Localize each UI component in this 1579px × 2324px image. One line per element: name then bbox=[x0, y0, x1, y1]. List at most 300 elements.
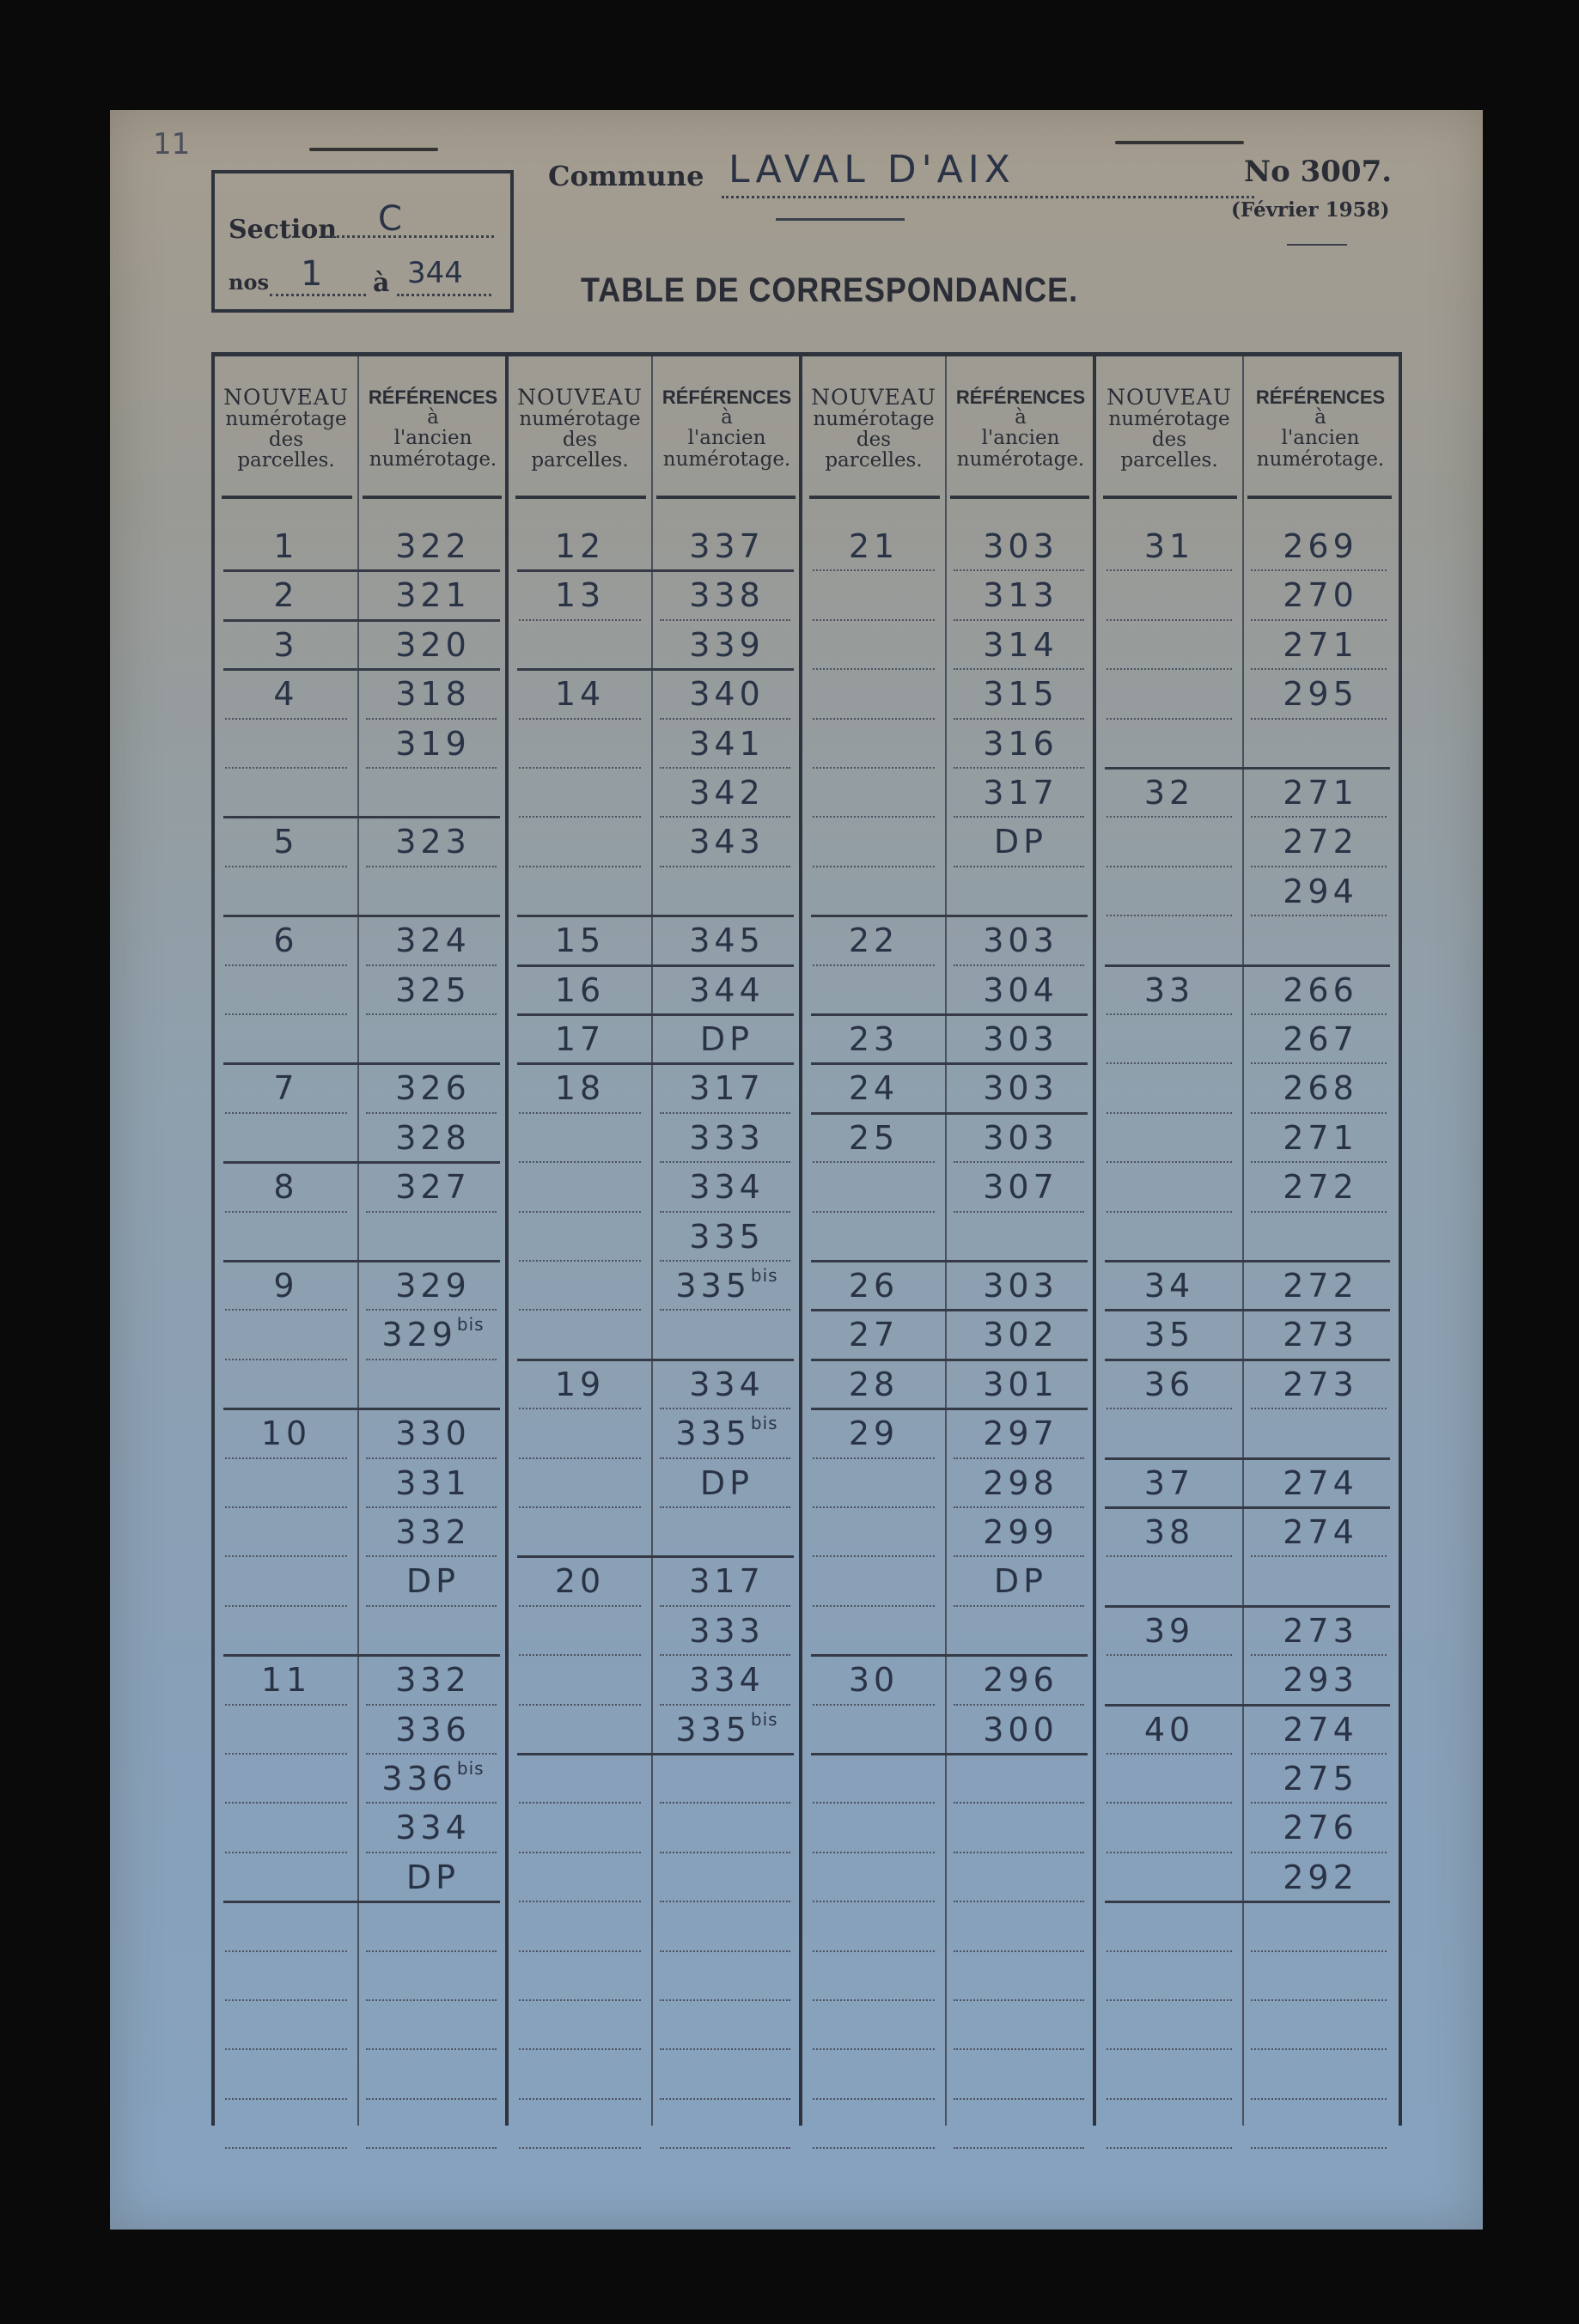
dotted-row-line bbox=[366, 1309, 497, 1311]
old-reference bbox=[1247, 1559, 1393, 1603]
old-reference: 320 bbox=[395, 625, 471, 664]
old-reference: 324 bbox=[395, 922, 471, 960]
dotted-row-line bbox=[519, 1457, 641, 1459]
old-reference: $329^{bis}$ bbox=[381, 1314, 485, 1354]
old-reference: 273 bbox=[1283, 1316, 1358, 1354]
dotted-row-line bbox=[954, 1704, 1084, 1706]
dotted-row-line bbox=[366, 2147, 497, 2149]
old-reference: 303 bbox=[983, 1020, 1058, 1058]
new-parcel-number: 5 bbox=[273, 823, 299, 861]
dotted-row-line bbox=[1107, 816, 1232, 818]
old-reference: 300 bbox=[983, 1710, 1058, 1749]
entry-separator bbox=[223, 816, 500, 818]
entry-separator bbox=[1105, 1605, 1390, 1608]
dotted-row-line bbox=[366, 1753, 497, 1755]
new-parcel-number: 34 bbox=[1143, 1267, 1195, 1305]
dotted-row-line bbox=[225, 1852, 347, 1853]
entry-separator bbox=[223, 1901, 500, 1903]
entry-separator bbox=[1105, 1359, 1390, 1361]
header-ref-title: RÉFÉRENCES bbox=[661, 386, 792, 409]
dotted-row-line bbox=[813, 2147, 935, 2149]
dotted-row-line bbox=[1251, 1112, 1387, 1114]
new-parcel-number: 40 bbox=[1143, 1710, 1195, 1749]
dotted-row-line bbox=[519, 1408, 641, 1409]
entry-separator bbox=[1105, 1704, 1390, 1706]
dotted-row-line bbox=[1107, 2098, 1232, 2100]
header-new-line: parcelles. bbox=[531, 449, 629, 472]
new-parcel-number: 36 bbox=[1143, 1365, 1195, 1403]
entry-separator bbox=[811, 1260, 1088, 1262]
dotted-row-line bbox=[519, 767, 641, 769]
old-reference: 298 bbox=[983, 1463, 1058, 1502]
nos-to: 344 bbox=[407, 256, 463, 290]
dotted-row-line bbox=[954, 767, 1084, 769]
entry-separator bbox=[811, 1753, 1088, 1755]
old-reference: 335 bbox=[689, 1217, 765, 1256]
dotted-row-line bbox=[954, 718, 1084, 720]
dotted-row-line bbox=[1251, 619, 1387, 621]
dotted-row-line bbox=[225, 1309, 347, 1311]
old-reference: 271 bbox=[1283, 1118, 1358, 1157]
new-parcel-number: 30 bbox=[848, 1661, 899, 1700]
dotted-row-line bbox=[519, 816, 641, 818]
section-box bbox=[211, 170, 514, 313]
dotted-row-line bbox=[954, 668, 1084, 670]
dotted-row-line bbox=[954, 1211, 1084, 1213]
dotted-row-line bbox=[366, 2098, 497, 2100]
header-ref-line: l'ancien bbox=[1281, 427, 1360, 450]
old-reference: 303 bbox=[983, 922, 1058, 960]
header-ref-title: RÉFÉRENCES bbox=[955, 386, 1086, 409]
old-reference: DP bbox=[405, 1562, 460, 1601]
dotted-row-line bbox=[225, 1605, 347, 1607]
entry-separator bbox=[811, 1654, 1088, 1657]
column-divider bbox=[1242, 356, 1244, 2126]
entry-separator bbox=[811, 1309, 1088, 1311]
entry-separator bbox=[811, 915, 1088, 917]
dotted-row-line bbox=[660, 1654, 790, 1656]
dotted-row-line bbox=[1107, 866, 1232, 867]
old-reference bbox=[363, 1609, 503, 1653]
header-new-numbering bbox=[1100, 365, 1239, 492]
dotted-row-line bbox=[225, 718, 347, 720]
dotted-row-line bbox=[813, 1704, 935, 1706]
column-divider bbox=[357, 356, 359, 2126]
old-reference bbox=[1247, 918, 1393, 963]
dotted-row-line bbox=[519, 1999, 641, 2001]
dotted-row-line bbox=[225, 1704, 347, 1706]
new-parcel-number: 10 bbox=[260, 1414, 312, 1453]
dotted-row-line bbox=[1251, 668, 1387, 670]
dotted-row-line bbox=[660, 1852, 790, 1853]
new-parcel-number: 31 bbox=[1143, 527, 1195, 565]
old-reference: 294 bbox=[1283, 872, 1358, 910]
dotted-row-line bbox=[1251, 1062, 1387, 1064]
old-reference: 271 bbox=[1283, 774, 1358, 812]
old-reference: 334 bbox=[689, 1365, 765, 1403]
dotted-row-line bbox=[813, 668, 935, 670]
new-parcel-number: 11 bbox=[260, 1661, 312, 1700]
old-reference: 325 bbox=[395, 970, 471, 1009]
old-reference: 274 bbox=[1283, 1710, 1358, 1749]
new-parcel-number: 18 bbox=[554, 1069, 606, 1108]
old-reference: 331 bbox=[395, 1463, 471, 1502]
old-reference bbox=[363, 770, 503, 815]
old-reference: 272 bbox=[1283, 1168, 1358, 1207]
new-parcel-number: 4 bbox=[273, 675, 299, 714]
dotted-row-line bbox=[954, 1901, 1084, 1902]
document-date: (Février 1958) bbox=[1231, 198, 1390, 222]
dotted-row-line bbox=[519, 2098, 641, 2100]
old-reference bbox=[1247, 1214, 1393, 1259]
old-reference bbox=[656, 1510, 797, 1554]
dotted-row-line bbox=[519, 866, 641, 867]
old-reference: 276 bbox=[1283, 1809, 1358, 1847]
nos-from: 1 bbox=[301, 254, 323, 294]
old-reference: 267 bbox=[1283, 1020, 1358, 1058]
dotted-row-line bbox=[954, 1457, 1084, 1459]
dotted-row-line bbox=[1107, 1013, 1232, 1015]
header-new-numbering bbox=[512, 365, 648, 492]
dotted-row-line bbox=[1251, 866, 1387, 867]
page-title: TABLE DE CORRESPONDANCE. bbox=[581, 271, 1078, 309]
header-ref-line: numérotage. bbox=[1256, 447, 1385, 471]
old-reference: 327 bbox=[395, 1168, 471, 1207]
column-group-1 bbox=[215, 356, 509, 2126]
header-new-line: numérotage bbox=[1108, 407, 1230, 430]
dotted-row-line bbox=[1107, 1062, 1232, 1064]
old-reference: 274 bbox=[1283, 1513, 1358, 1551]
entry-separator bbox=[517, 964, 794, 967]
header-ref-line: à bbox=[1015, 406, 1027, 429]
dotted-row-line bbox=[519, 619, 641, 621]
header-new-line: des bbox=[562, 429, 598, 452]
old-reference: 333 bbox=[689, 1611, 765, 1650]
header-ref-line: l'ancien bbox=[981, 427, 1060, 450]
old-reference: 323 bbox=[395, 823, 471, 861]
dotted-row-line bbox=[954, 2098, 1084, 2100]
entry-separator bbox=[223, 915, 500, 917]
old-reference bbox=[363, 1214, 503, 1259]
old-reference: 337 bbox=[689, 527, 765, 565]
column-group-4 bbox=[1096, 356, 1399, 2126]
old-reference: 326 bbox=[395, 1069, 471, 1108]
new-parcel-number: 39 bbox=[1143, 1611, 1195, 1650]
divider-dash bbox=[1287, 244, 1347, 246]
entry-separator bbox=[811, 1112, 1088, 1115]
old-reference: 272 bbox=[1283, 823, 1358, 861]
new-parcel-number: 17 bbox=[554, 1020, 606, 1058]
old-reference: 321 bbox=[395, 576, 471, 615]
dotted-row-line bbox=[1251, 569, 1387, 571]
dotted-row-line bbox=[954, 569, 1084, 571]
dotted-row-line bbox=[225, 1013, 347, 1015]
header-ref-title: RÉFÉRENCES bbox=[1255, 386, 1386, 409]
new-parcel-number: 26 bbox=[848, 1267, 899, 1305]
dotted-row-line bbox=[954, 964, 1084, 966]
entry-separator bbox=[1105, 1506, 1390, 1509]
dotted-row-line bbox=[519, 1802, 641, 1804]
dotted-row-line bbox=[813, 1950, 935, 1952]
header-ref-line: l'ancien bbox=[393, 427, 472, 450]
dotted-row-line bbox=[813, 1506, 935, 1508]
dotted-row-line bbox=[813, 1605, 935, 1607]
dotted-row-line bbox=[1107, 1950, 1232, 1952]
old-reference: 318 bbox=[395, 675, 471, 714]
column-group-3 bbox=[802, 356, 1096, 2126]
dotted-row-line bbox=[366, 1802, 497, 1804]
dotted-row-line bbox=[519, 1704, 641, 1706]
dotted-row-line bbox=[813, 1852, 935, 1853]
commune-value: LAVAL D'AIX bbox=[729, 148, 1015, 192]
old-reference bbox=[1247, 1411, 1393, 1456]
dotted-row-line bbox=[225, 1999, 347, 2001]
dotted-row-line bbox=[954, 619, 1084, 621]
dotted-row-line bbox=[366, 718, 497, 720]
old-reference: 315 bbox=[983, 675, 1058, 714]
header-new-title: NOUVEAU bbox=[517, 384, 643, 410]
header-new-line: parcelles. bbox=[1120, 449, 1218, 472]
entry-separator bbox=[223, 619, 500, 622]
entry-separator bbox=[517, 1013, 794, 1016]
dotted-row-line bbox=[660, 1457, 790, 1459]
old-reference: 317 bbox=[689, 1562, 765, 1601]
new-parcel-number: 20 bbox=[554, 1562, 606, 1601]
dotted-row-line bbox=[954, 816, 1084, 818]
dotted-row-line bbox=[225, 1506, 347, 1508]
header-new-title: NOUVEAU bbox=[811, 384, 936, 410]
dotted-row-line bbox=[225, 1555, 347, 1557]
dotted-row-line bbox=[813, 1999, 935, 2001]
dotted-row-line bbox=[1251, 1753, 1387, 1755]
header-old-references bbox=[361, 365, 505, 492]
header-new-title: NOUVEAU bbox=[223, 384, 349, 410]
header-rule bbox=[363, 496, 502, 499]
new-parcel-number: 27 bbox=[848, 1316, 899, 1354]
old-reference: 334 bbox=[689, 1661, 765, 1700]
header-new-numbering bbox=[806, 365, 942, 492]
old-reference bbox=[656, 869, 797, 914]
dotted-row-line bbox=[519, 1161, 641, 1163]
old-reference bbox=[656, 1312, 797, 1357]
dotted-row-line bbox=[1107, 1802, 1232, 1804]
dotted-row-line bbox=[660, 1260, 790, 1262]
old-reference: 304 bbox=[983, 970, 1058, 1009]
dotted-row-line bbox=[519, 1309, 641, 1311]
old-reference bbox=[363, 869, 503, 914]
header-old-references bbox=[948, 365, 1093, 492]
new-parcel-number: 9 bbox=[273, 1267, 299, 1305]
old-reference: 297 bbox=[983, 1414, 1058, 1453]
dotted-row-line bbox=[225, 1457, 347, 1459]
old-reference: 322 bbox=[395, 527, 471, 565]
dotted-row-line bbox=[1107, 915, 1232, 916]
old-reference: 328 bbox=[395, 1118, 471, 1157]
dotted-row-line bbox=[366, 1555, 497, 1557]
dotted-row-line bbox=[1251, 2048, 1387, 2050]
dotted-row-line bbox=[366, 964, 497, 966]
header-new-line: des bbox=[268, 429, 304, 452]
dotted-row-line bbox=[813, 718, 935, 720]
staple-mark bbox=[309, 148, 438, 151]
dotted-row-line bbox=[519, 718, 641, 720]
new-parcel-number: 3 bbox=[273, 625, 299, 664]
old-reference: 299 bbox=[983, 1513, 1058, 1551]
old-reference: 334 bbox=[395, 1809, 471, 1847]
new-parcel-number: 16 bbox=[554, 970, 606, 1009]
header-new-line: numérotage bbox=[813, 407, 935, 430]
header-ref-line: à bbox=[427, 406, 439, 429]
dotted-row-line bbox=[1107, 1408, 1232, 1409]
header-rule bbox=[656, 496, 796, 499]
dotted-row-line bbox=[954, 866, 1084, 867]
dotted-row-line bbox=[1251, 1802, 1387, 1804]
dotted-row-line bbox=[519, 1852, 641, 1853]
dotted-row-line bbox=[660, 1901, 790, 1902]
dotted-row-line bbox=[225, 2098, 347, 2100]
old-reference: 313 bbox=[983, 576, 1058, 615]
dotted-row-line bbox=[366, 1999, 497, 2001]
dotted-row-line bbox=[519, 1901, 641, 1902]
dotted-row-line bbox=[813, 2098, 935, 2100]
old-reference: 332 bbox=[395, 1661, 471, 1700]
old-reference: 302 bbox=[983, 1316, 1058, 1354]
old-reference: 344 bbox=[689, 970, 765, 1009]
dotted-row-line bbox=[519, 1605, 641, 1607]
new-parcel-number: 33 bbox=[1143, 970, 1195, 1009]
entry-separator bbox=[1105, 1309, 1390, 1311]
dotted-row-line bbox=[366, 1457, 497, 1459]
header-ref-line: à bbox=[721, 406, 733, 429]
nos-to-label: à bbox=[373, 268, 390, 298]
old-reference: 273 bbox=[1283, 1611, 1358, 1650]
new-parcel-number: 24 bbox=[848, 1069, 899, 1108]
old-reference bbox=[1247, 721, 1393, 766]
old-reference bbox=[950, 1609, 1091, 1653]
new-parcel-number: 7 bbox=[273, 1069, 299, 1108]
new-parcel-number: 14 bbox=[554, 675, 606, 714]
dotted-row-line bbox=[1251, 2147, 1387, 2149]
old-reference: DP bbox=[993, 823, 1048, 861]
dotted-row-line bbox=[366, 2048, 497, 2050]
header-new-line: parcelles. bbox=[237, 449, 335, 472]
dotted-row-line bbox=[660, 1112, 790, 1114]
dotted-row-line bbox=[1107, 1555, 1232, 1557]
old-reference bbox=[950, 869, 1091, 914]
old-reference: 333 bbox=[689, 1118, 765, 1157]
dotted-row-line bbox=[660, 2048, 790, 2050]
new-parcel-number: 8 bbox=[273, 1168, 299, 1207]
dotted-row-line bbox=[225, 2147, 347, 2149]
header-rule bbox=[809, 496, 940, 499]
nos-label: nos bbox=[229, 270, 269, 295]
old-reference: 334 bbox=[689, 1168, 765, 1207]
dotted-row-line bbox=[660, 619, 790, 621]
dotted-row-line bbox=[1107, 2147, 1232, 2149]
old-reference: 272 bbox=[1283, 1267, 1358, 1305]
old-reference: 301 bbox=[983, 1365, 1058, 1403]
entry-separator bbox=[517, 1555, 794, 1558]
new-parcel-number: 21 bbox=[848, 527, 899, 565]
entry-separator bbox=[223, 1062, 500, 1065]
document-number: No 3007. bbox=[1244, 155, 1393, 189]
entry-separator bbox=[811, 1359, 1088, 1361]
dotted-row-line bbox=[1251, 1211, 1387, 1213]
entry-separator bbox=[223, 1408, 500, 1410]
old-reference: 316 bbox=[983, 724, 1058, 763]
dotted-row-line bbox=[1251, 1654, 1387, 1656]
new-parcel-number: 38 bbox=[1143, 1513, 1195, 1551]
column-group-2 bbox=[509, 356, 802, 2126]
old-reference: 317 bbox=[689, 1069, 765, 1108]
dotted-row-line bbox=[660, 1999, 790, 2001]
dotted-row-line bbox=[813, 964, 935, 966]
dotted-row-line bbox=[660, 1950, 790, 1952]
dotted-row-line bbox=[1251, 1999, 1387, 2001]
old-reference: DP bbox=[405, 1858, 460, 1896]
dotted-row-line bbox=[366, 1359, 497, 1360]
dotted-row-line bbox=[660, 1704, 790, 1706]
dotted-row-line bbox=[519, 1211, 641, 1213]
dotted-row-line bbox=[1107, 1161, 1232, 1163]
dotted-row-line bbox=[954, 2048, 1084, 2050]
old-reference: 270 bbox=[1283, 576, 1358, 615]
entry-separator bbox=[1105, 964, 1390, 967]
dotted-row-line bbox=[1251, 1408, 1387, 1409]
entry-separator bbox=[1105, 1457, 1390, 1460]
dotted-row-line bbox=[1251, 2098, 1387, 2100]
old-reference: 345 bbox=[689, 922, 765, 960]
dotted-row-line bbox=[813, 619, 935, 621]
entry-separator bbox=[223, 1260, 500, 1262]
dotted-row-line bbox=[813, 1211, 935, 1213]
new-parcel-number: 22 bbox=[848, 922, 899, 960]
old-reference: 341 bbox=[689, 724, 765, 763]
dotted-row-line bbox=[1107, 1999, 1232, 2001]
dotted-row-line bbox=[519, 1950, 641, 1952]
dotted-row-line bbox=[366, 866, 497, 867]
old-reference: 317 bbox=[983, 774, 1058, 812]
dotted-row-line bbox=[660, 2098, 790, 2100]
dotted-row-line bbox=[660, 1211, 790, 1213]
header-rule bbox=[1103, 496, 1237, 499]
old-reference: 303 bbox=[983, 1118, 1058, 1157]
dotted-row-line bbox=[366, 1112, 497, 1114]
old-reference: DP bbox=[993, 1562, 1048, 1601]
dotted-row-line bbox=[1107, 619, 1232, 621]
dotted-row-line bbox=[519, 1654, 641, 1656]
dotted-row-line bbox=[660, 2147, 790, 2149]
dotted-row-line bbox=[225, 1950, 347, 1952]
old-reference: 293 bbox=[1283, 1661, 1358, 1700]
new-parcel-number: 25 bbox=[848, 1118, 899, 1157]
entry-separator bbox=[517, 1359, 794, 1361]
old-reference: $335^{bis}$ bbox=[675, 1265, 778, 1305]
old-reference bbox=[363, 1017, 503, 1062]
section-value: C bbox=[378, 199, 402, 239]
new-parcel-number: 15 bbox=[554, 922, 606, 960]
dotted-row-line bbox=[519, 2147, 641, 2149]
dotted-row-line bbox=[366, 1852, 497, 1853]
column-divider bbox=[651, 356, 653, 2126]
new-parcel-number: 1 bbox=[273, 527, 299, 565]
old-reference: 336 bbox=[395, 1710, 471, 1749]
old-reference: 269 bbox=[1283, 527, 1358, 565]
dotted-row-line bbox=[1251, 1013, 1387, 1015]
dotted-row-line bbox=[954, 1852, 1084, 1853]
dotted-row-line bbox=[1107, 569, 1232, 571]
dotted-row-line bbox=[225, 1359, 347, 1360]
